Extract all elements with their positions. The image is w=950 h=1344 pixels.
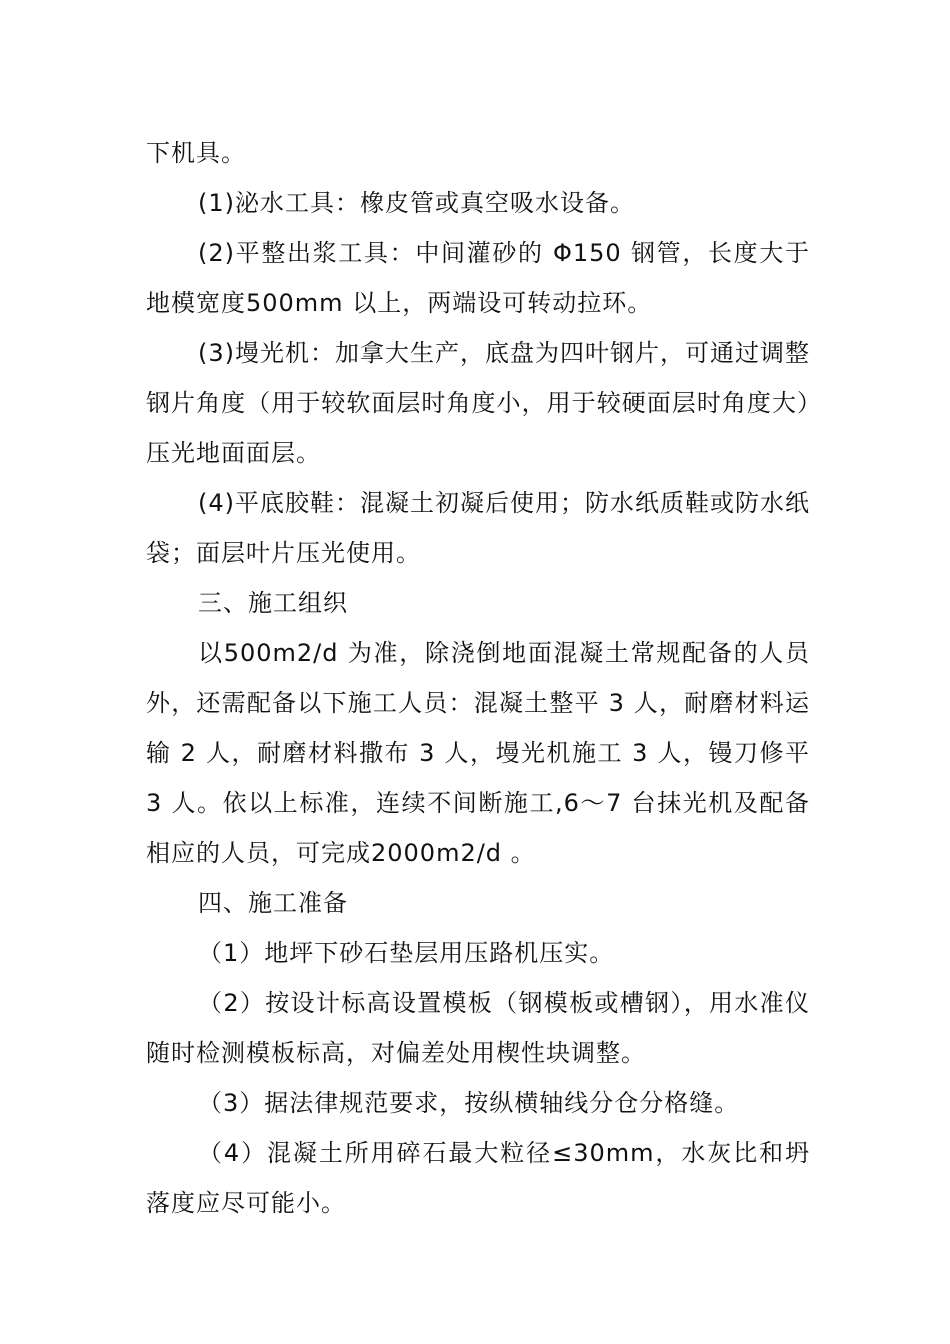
paragraph-organization: 以500m2/d 为准，除浇倒地面混凝土常规配备的人员外，还需配备以下施工人员：混凝土整平 3 人，耐磨材料运输 2 人，耐磨材料撒布 3 人，墁光机施工 3 人，镘刀修平 3 人。依以上标准，连续不间断施工,6～7 台抹光机及配备相应的人员，可完成2000m2/d 。 xyxy=(146,639,810,867)
paragraph-item-3: (3)墁光机：加拿大生产，底盘为四叶钢片，可通过调整钢片角度（用于较软面层时角度小，用于较硬面层时角度大）压光地面面层。 xyxy=(146,339,810,467)
paragraph-item-4: (4)平底胶鞋：混凝土初凝后使用；防水纸质鞋或防水纸袋；面层叶片压光使用。 xyxy=(146,489,810,567)
paragraph-prep-3: （3）据法律规范要求，按纵横轴线分仓分格缝。 xyxy=(198,1089,740,1117)
paragraph-item-2: (2)平整出浆工具：中间灌砂的 Φ150 钢管，长度大于地模宽度500mm 以上，两端设可转动拉环。 xyxy=(146,239,810,317)
paragraph-item-1: (1)泌水工具：橡皮管或真空吸水设备。 xyxy=(198,189,635,217)
paragraph-prep-2: （2）按设计标高设置模板（钢模板或槽钢），用水准仪随时检测模板标高，对偏差处用楔性块调整。 xyxy=(146,989,810,1067)
paragraph-prep-4: （4）混凝土所用碎石最大粒径≤30mm，水灰比和坍落度应尽可能小。 xyxy=(146,1139,810,1217)
document-body xyxy=(146,128,810,1228)
section-heading-4: 四、施工准备 xyxy=(198,889,348,917)
section-heading-3: 三、施工组织 xyxy=(198,589,348,617)
paragraph-continuation: 下机具。 xyxy=(146,139,246,167)
paragraph-prep-1: （1）地坪下砂石垫层用压路机压实。 xyxy=(198,939,615,967)
